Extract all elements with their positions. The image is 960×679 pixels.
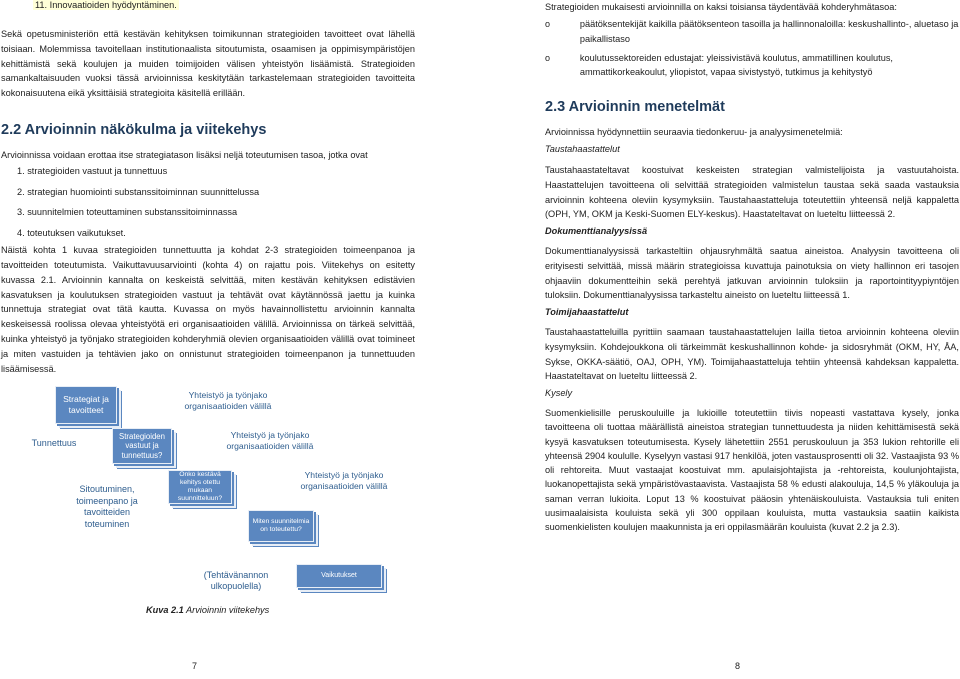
level-item: 2. strategian huomiointi substanssitoiminnan suunnittelussa — [17, 186, 260, 197]
framework-diagram — [0, 380, 420, 610]
section-title-dokumenttianalyysi: Dokumenttianalyysissä — [545, 226, 648, 236]
left-heading-intro: Arvioinnissa voidaan erottaa itse strategiatason lisäksi neljä toteutumisen tasoa, jotka ovat — [1, 150, 368, 160]
level-item: 4. toteutuksen vaikutukset. — [17, 227, 126, 238]
diagram-box-vaikutukset: Vaikutukset — [296, 564, 382, 588]
page-number-right: 8 — [735, 661, 741, 671]
section-title-taustahaastattelut: Taustahaastattelut — [545, 144, 620, 154]
diagram-label-sitoutuminen: Sitoutuminen, toimeenpano ja tavoitteiden toteuminen — [76, 484, 138, 529]
section-title-toimijahaastattelut: Toimijahaastattelut — [545, 307, 629, 317]
diagram-label-coop-1: Yhteistyö ja työnjako organisaatioiden välillä — [184, 390, 272, 411]
section-title-kysely: Kysely — [545, 388, 573, 398]
bullet-text: päätöksentekijät kaikilla päätöksenteon tasoilla ja hallinnonaloilla: keskushallinto-, aluetaso ja paikallistaso — [579, 19, 959, 44]
section-text-taustahaastattelut: Taustahaastateltavat koostuivat keskeisten strategian valmistelijoista ja vastuutahoista. Haastattelujen tavoitteena oli selvittää strategioiden valmistelun taustaa sekä saada vastauksia arvioinnin kohteena oleviin kysymyksiin. Taustahaastatteluja toteutettiin yhteensä neljä kappaletta (OPH, YM, OKM ja Keski-Suomen ELY-keskus). Haastateltavat on lueteltu liitteessä 2. — [545, 165, 959, 220]
bullet-text: koulutussektoreiden edustajat: yleissivistävä koulutus, ammatillinen koulutus, ammattikorkeakoulut, yliopistot, vapaa sivistystyö, tutkimus ja kehitystyö — [579, 52, 893, 78]
left-levels-list — [17, 166, 415, 248]
diagram-label-tunnettuus: Tunnettuus — [31, 438, 77, 448]
section-text-toimijahaastattelut: Taustahaastatteluilla pyrittiin saamaan taustahaastattelujen lailla tietoa arvioinnin kohteena oleviin kysymyksiin. Kohdejoukkona oli tärkeimmät keskushallinnon kohde- ja sidosryhmät (OKM, HY, ÅA, Sykse, OKKA-säätiö, OAJ, OPH, YM). Toimijahaastatteluja tehtiin yhteensä kahdeksan kappaletta. Haastateltavat on lueteltu liitteessä 2. — [545, 327, 959, 382]
diagram-box-vastuut: Strategioiden vastuut ja tunnettuus? — [112, 428, 172, 464]
bullet-marker: o — [545, 52, 551, 63]
diagram-label-coop-2: Yhteistyö ja työnjako organisaatioiden välillä — [226, 430, 314, 451]
diagram-label-excluded: (Tehtävänannon ulkopuolella) — [203, 570, 269, 591]
left-body-paragraph: Näistä kohta 1 kuvaa strategioiden tunnettuutta ja kohdat 2-3 strategioiden toimeenpanoa ja tavoitteiden toteutumista. Vaikuttavuusarviointi (kohta 4) on rajattu pois. Viitekehys on esitetty kuvassa 2.1. Arvioinnin kannalta on keskeistä selvittää, miten kestävän kehityksen edistävien kasvatuksen ja koulutuksen strategioiden vastuut ja tehtävät ovat käytännössä jaettu ja kuinka tunnettuja strategiat ovat tätä kautta. Kuvassa on myös havainnollistettu arvioinnin kannalta keskeisessä roolissa olevaa yhteistyötä eri organisaatioiden välillä. Arvioinnissa on tärkeä selvittää, kuinka yhteistyö ja työnjako strategioiden kohderyhmiä olevien organisaatioiden välillä ovat toimineet ja miten vastuiden ja tehtävien jako on onnistunut strategioiden toimeenpanon ja tunnettuuden lisäämisessä. — [1, 245, 415, 374]
left-list-item-11: 11. Innovaatioiden hyödyntäminen. — [35, 0, 177, 10]
left-section-heading: 2.2 Arvioinnin näkökulma ja viitekehys — [1, 122, 267, 138]
figure-caption — [146, 605, 269, 615]
diagram-box-toteutus: Miten suunnitelmia on toteutettu? — [248, 510, 314, 542]
section-text-dokumenttianalyysi: Dokumenttianalyysissä tarkasteltiin ohjausryhmältä saatua aineistoa. Analyysin tavoitteena oli erityisesti selvittää, missä määrin strategioissa kuvattuja painotuksia on viety hallinnon eri tasojen ohjaaviin dokumentteihin sekä perehtyä jatkuvan arvioinnin tuloksiin ja raportointityypiyntöjen tuloksiin. Dokumenttianalyysissa tarkasteltu aineisto on lueteltu liitteessä 1. — [545, 246, 959, 301]
right-section-heading: 2.3 Arvioinnin menetelmät — [545, 99, 725, 115]
diagram-label-coop-3: Yhteistyö ja työnjako organisaatioiden välillä — [300, 470, 388, 491]
section-text-kysely: Suomenkielisille peruskouluille ja lukioille toteutettiin tiivis nopeasti vastattava kysely, jonka tavoitteena oli tuottaa määrällistä aineistoa strategian tunnettuudesta ja niiden kehittämisestä sekä kysyä kasvatuksen toteutumisesta. Kysely lähetettiin 2551 peruskouluun ja 353 lukion rehtorille eli yhteensä 2904 koululle. Kyselyyn vastasi 917 henkilöä, joten vastausprosentti oli 32. Vastaajista 93 % oli rehtoreita. Muut vastaajat koostuivat mm. apulaisjohtajista ja -rehtoreista, koulunjohtajista, luokanopettajista sekä ympäristövastaavista. Vastaajista 58 % edusti alakouluja, 14,5 % yläkouluja ja saman verran lukioita. Loput 13 % koostuivat pääosin yhtenäiskouluista. Vastauksia tuli eniten uusimaalaisista kouluista sekä yli 300 oppilaan kouluista, mutta vastauksia saatiin kaikista suomenkielisten koulujen maakunnista ja eri oppilasmäärän kouluista (kuvat 2.2 ja 2.3). — [545, 408, 959, 533]
page-number-left: 7 — [192, 661, 198, 671]
figure-caption-text: Arvioinnin viitekehys — [183, 605, 270, 615]
figure-caption-number: Kuva 2.1 — [146, 605, 184, 615]
diagram-box-strategiat: Strategiat ja tavoitteet — [55, 386, 117, 424]
level-item: 1. strategioiden vastuut ja tunnettuus — [17, 166, 168, 176]
right-intro: Strategioiden mukaisesti arvioinnilla on kaksi toisiansa täydentävää kohderyhmätasoa: — [545, 2, 897, 12]
right-bullets — [545, 17, 959, 80]
bullet-marker: o — [545, 19, 551, 29]
level-item: 3. suunnitelmien toteuttaminen substanssitoiminnassa — [17, 207, 238, 217]
left-intro-paragraph: Sekä opetusministeriön että kestävän kehityksen toimikunnan strategioiden tavoitteet ovat lähellä toisiaan. Molemmissa tavoitellaan institutionaalista sitoutumista, osaamisen ja oppimisympäristöjen kehittämistä sekä koulujen ja muiden toimijoiden välisen yhteistyön lisäämistä. Strategioiden samankaltaisuuden vuoksi tässä arvioinnissa keskitytään tarkastelemaan strategioiden tavoitteita kokonaisuutena eikä yksittäisiä strategioita käsitellä erillään. — [1, 29, 415, 99]
right-heading-intro: Arvioinnissa hyödynnettiin seuraavia tiedonkeruu- ja analyysimenetelmiä: — [545, 127, 843, 137]
diagram-box-suunnittelu: Onko kestävä kehitys otettu mukaan suunnitteluun? — [168, 470, 232, 504]
bullet-item — [545, 51, 959, 81]
bullet-item — [545, 17, 959, 47]
